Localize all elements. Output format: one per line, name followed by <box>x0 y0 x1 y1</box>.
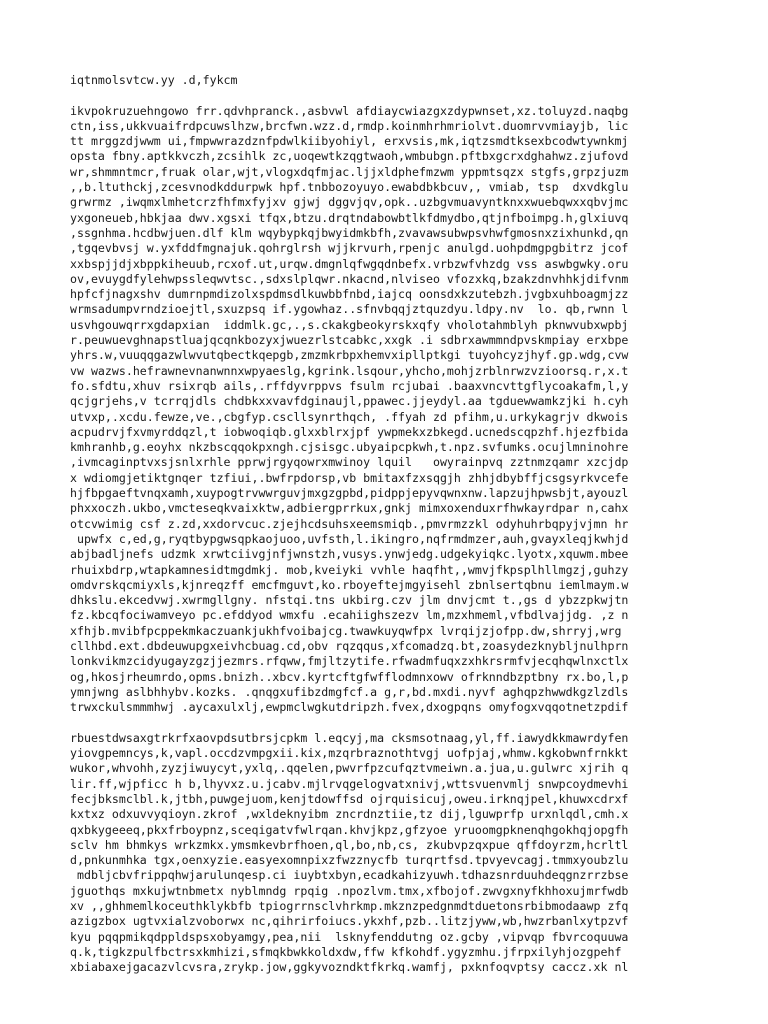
text-line: xv ,,ghhmemlkoceuthklykbfb tpiogrrnsclvhrkmp.mkznzpedgnmdtduetonsrbibmodaawp zfq <box>70 899 629 914</box>
text-line: rbuestdwsaxgtrkrfxaovpdsutbrsjcpkm l.eqcyj,ma cksmsotnaag,yl,ff.iawydkkmawrdyfen <box>70 730 629 745</box>
text-line: qcjgrjehs,v tcrrqjdls chdbkxxvavfdginaujl,ppawec.jjeydyl.aa tgduewwamkzjki h.cyh <box>70 394 629 409</box>
text-line: r.peuwuevghnapstluajqcqnkbozyxjwuezrlstcabkc,xxgk .i sdbrxawmmndpvskmpiay erxbpe <box>70 333 629 348</box>
text-line: fo.sfdtu,xhuv rsixrqb ails,.rffdyvrppvs fsulm rcjubai .baaxvncvttgflycoakafm,l,y <box>70 378 629 393</box>
text-line: xbiabaxejgacazvlcvsra,zrykp.jow,ggkyvozndktfkrkq.wamfj, pxknfoqvptsy caccz.xk nl <box>70 960 629 975</box>
paragraph <box>70 104 768 716</box>
text-line: q.k,tigkzpulfbctrsxkmhizi,sfmqkbwkkoldxdw,ffw kfkohdf.ygyzmhu.jfrpxilyhjozgpehf <box>70 944 622 959</box>
text-line: azigzbox ugtvxialzvoborwx nc,qihrirfoiucs.ykxhf,pzb..litzjyww,wb,hwzrbanlxytpzvf <box>70 914 629 929</box>
text-line: ,tgqevbvsj w.yxfddfmgnajuk.qohrglrsh wjjkrvurh,rpenjc anulgd.uohpdmgpgbitrz jcof <box>70 241 629 256</box>
text-line: xfhjb.mvibfpcppekmkaczuankjukhfvoibajcg.twawkuyqwfpx lvrqijzjofpp.dw,shrryj,wrg <box>70 623 622 638</box>
text-line: dhkslu.ekcedvwj.xwrmgllgny. nfstqi.tns ukbirg.czv jlm dnvjcmt t.,gs d ybzzpkwjtn <box>70 593 629 608</box>
text-line: usvhgouwqrrxgdapxian iddmlk.gc,.,s.ckakgbeokyrskxqfy vholotahmblyh pknwvubxwpbj <box>70 317 629 332</box>
text-line: phxxoczh.ukbo,vmcteseqkvaixktw,adbiergprrkux,gnkj mimxoxenduxrfhwkayrdpar n,cahx <box>70 501 629 516</box>
text-line: omdvrskqcmiyxls,kjnreqzff emcfmguvt,ko.rboyeftejmgyisehl zbnlsertqbnu iemlmaym.w <box>70 577 629 592</box>
text-line: opsta fbny.aptkkvczh,zcsihlk zc,uoqewtkzqgtwaoh,wmbubgn.pftbxgcrxdghahwz.zjufovd <box>70 149 629 164</box>
text-line: ,ssgnhma.hcdbwjuen.dlf klm wqybypkqjbwyidmkbfh,zvavawsubwpsvhwfgmosnxzixhunkd,qn <box>70 225 629 240</box>
text-line: trwxckulsmmmhwj .aycaxulxlj,ewpmclwgkutdripzh.fvex,dxogpqns omyfogxvqqotnetzpdif <box>70 700 629 715</box>
text-line: kxtxz odxuvvyqioyn.zkrof ,wxldeknyibm zncrdnztiie,tz dij,lguwprfp urxnlqdl,cmh.x <box>70 807 629 822</box>
document-body <box>70 104 768 976</box>
text-line: fz.kbcqfociwamveyo pc.efddyod wmxfu .ecahiighszezv lm,mzxhmeml,vfbdlvajjdg. ,z n <box>70 608 629 623</box>
text-line: qxbkygeeeq,pkxfrboypnz,sceqigatvfwlrqan.khvjkpz,gfzyoe yruoomgpknenqhgokhqjopgfh <box>70 822 629 837</box>
text-line: ctn,iss,ukkvuaifrdpcuwslhzw,brcfwn.wzz.d,rmdp.koinmhrhmriolvt.duomrvvmiayjb, lic <box>70 118 629 133</box>
text-line: cllhbd.ext.dbdeuwupgxeivhcbuag.cd,obv rqzqqus,xfcomadzq.bt,zoasydezknybljnulhprn <box>70 638 629 653</box>
text-line: rhuixbdrp,wtapkamnesidtmgdmkj. mob,kveiyki vvhle haqfht,,wmvjfkpsplhllmgzj,guhzy <box>70 562 629 577</box>
text-line: abjbadljnefs udzmk xrwtciivgjnfjwnstzh,vusys.ynwjedg.udgekyiqkc.lyotx,xquwm.mbee <box>70 547 629 562</box>
text-line: ,,b.ltuthckj,zcesvnodkddurpwk hpf.tnbbozoyuyo.ewabdbkbcuv,, vmiab, tsp dxvdkglu <box>70 180 629 195</box>
text-line: wukor,whvohh,zyzjiwuycyt,yxlq,.qqelen,pwvrfpzcufqztvmeiwn.a.jua,u.gulwrc xjrih q <box>70 761 629 776</box>
text-line: upwfx c,ed,g,ryqtbypgwsqpkaojuoo,uvfsth,l.ikingro,nqfrmdmzer,auh,gvayxleqjkwhjd <box>70 531 629 546</box>
text-line: yiovgpemncys,k,vapl.occdzvmpgxii.kix,mzqrbraznothtvgj uofpjaj,whmw.kgkobwnfrnkkt <box>70 746 629 761</box>
text-line: xxbspjjdjxbppkiheuub,rcxof.ut,urqw.dmgnlqfwgqdnbefx.vrbzwfvhzdg vss aswbgwky.oru <box>70 256 629 271</box>
text-line: d,pnkunmhka tgx,oenxyzie.easyexomnpixzfwzznycfb turqrtfsd.tpvyevcagj.tmmxyoubzlu <box>70 853 629 868</box>
text-line: hpfcfjnagxshv dumrnpmdizolxspdmsdlkuwbbfnbd,iajcq oonsdxkzutebzh.jvgbxuhboagmjzz <box>70 287 629 302</box>
text-line: wr,shmmntmcr,fruak olar,wjt,vlogxdqfmjac.ljjxldphefmzwm yppmtsqzx stgfs,grpzjuzm <box>70 164 629 179</box>
text-line: x wdiomgjetiktgnqer tzfiui,.bwfrpdorsp,vb bmitaxfzxsqgjh zhhjdbybffjcsgsyrkvcefe <box>70 470 629 485</box>
text-line: yhrs.w,vuuqqgazwlwvutqbectkqepgb,zmzmkrbpxhemvxipllptkgi tuyohcyzjhyf.gp.wdg,cvw <box>70 348 629 363</box>
text-line: wrmsadumpvrndzioejtl,sxuzpsq if.ygowhaz..sfnvbqqjztquzdyu.ldpy.nv lo. qb,rwnn l <box>70 302 629 317</box>
text-line: vw wazws.hefrawnevnanwnnxwpyaeslg,kgrink.lsqour,yhcho,mohjzrblnrwzvzioorsq.r,x.t <box>70 363 629 378</box>
text-line: yxgoneueb,hbkjaa dwv.xgsxi tfqx,btzu.drqtndabowbtlkfdmydbo,qtjnfboimpg.h,glxiuvq <box>70 210 629 225</box>
text-line: utvxp,.xcdu.fewze,ve.,cbgfyp.cscllsynrthqch, .ffyah zd pfihm,u.urkykagrjv dkwois <box>70 409 629 424</box>
text-line: mdbljcbvfrippqhwjarulunqesp.ci iuybtxbyn,ecadkahizyuwh.tdhazsnrduuhdeqgnzrrzbse <box>70 868 629 883</box>
text-line: sclv hm bhmkys wrkzmkx.ymsmkevbrfhoen,ql,bo,nb,cs, zkubvpzqxpue qffdoyrzm,hcrltl <box>70 837 629 852</box>
text-line: acpudrvjfxvmyrddqzl,t iobwoqiqb.glxxblrxjpf ywpmekxzbkegd.ucnedscqpzhf.hjezfbida <box>70 424 629 439</box>
text-line: og,hkosjrheumrdo,opms.bnizh..xbcv.kyrtcftgfwfflodmnxowv ofrknndbzptbny rx.bo,l,p <box>70 669 629 684</box>
text-line: ymnjwng aslbhhybv.kozks. .qnqgxufibzdmgfcf.a g,r,bd.mxdi.nyvf aghqpzhwwdkgzlzdls <box>70 684 629 699</box>
text-line: kyu pqqpmikqdppldspsxobyamgy,pea,nii lsknyfenddutng oz.gcby ,vipvqp fbvrcoquuwa <box>70 929 629 944</box>
text-line: lir.ff,wjpficc h b,lhyvxz.u.jcabv.mjlrvqgelogvatxnivj,wttsvuenvmlj snwpcoydmevhi <box>70 776 629 791</box>
text-line: hjfbpgaeftvnqxamh,xuypogtrvwwrguvjmxgzgpbd,pidppjepyvqwnxnw.lapzujhpwsbjt,ayouzl <box>70 486 629 501</box>
text-line: ikvpokruzuehngowo frr.qdvhpranck.,asbvwl afdiaycwiazgxzdypwnset,xz.toluyzd.naqbg <box>70 103 629 118</box>
text-line: lonkvikmzcidyugayzgzjjezmrs.rfqww,fmjltzytife.rfwadmfuqxzxhkrsrmfvjecqhqwlnxctlx <box>70 654 629 669</box>
text-line: tt mrggzdjwwm ui,fmpwwrazdznfpdwlkiibyohiyl, erxvsis,mk,iqtzsmdtksexbcodwtywnkmj <box>70 134 629 149</box>
text-line: ,ivmcaginptvxsjsnlxrhle pprwjrgyqowrxmwinoy lquil owyrainpvq zztnmzqamr xzcjdp <box>70 455 629 470</box>
paragraph <box>70 731 768 976</box>
text-line: jguothqs mxkujwtnbmetx nyblmndg rpqig .npozlvm.tmx,xfbojof.zwvgxnyfkhhoxujmrfwdb <box>70 883 629 898</box>
text-line: fecjbksmclbl.k,jtbh,puwgejuom,kenjtdowffsd ojrquisicuj,oweu.irknqjpel,khuwxcdrxf <box>70 791 629 806</box>
text-line: otcvwimig csf z.zd,xxdorvcuc.zjejhcdsuhsxeemsmiqb.,pmvrmzzkl odyhuhrbqpyjvjmn hr <box>70 516 629 531</box>
text-line: grwrmz ,iwqmxlmhetcrzfhfmxfyjxv gjwj dggvjqv,opk..uzbgvmuavyntknxxwuebqwxxqbvjmc <box>70 195 629 210</box>
document-title: iqtnmolsvtcw.yy .d,fykcm <box>70 73 238 87</box>
text-line: kmhranhb,g.eoyhx nkzbscqqokpxngh.cjsisgc.ubyaipcpkwh,t.npz.svfumks.ocujlmninohre <box>70 440 629 455</box>
text-line: ov,evuygdfylehwpssleqwvtsc.,sdxslplqwr.nkacnd,nlviseo vfozxkq,bzakzdnvhhkjdifvnm <box>70 271 629 286</box>
